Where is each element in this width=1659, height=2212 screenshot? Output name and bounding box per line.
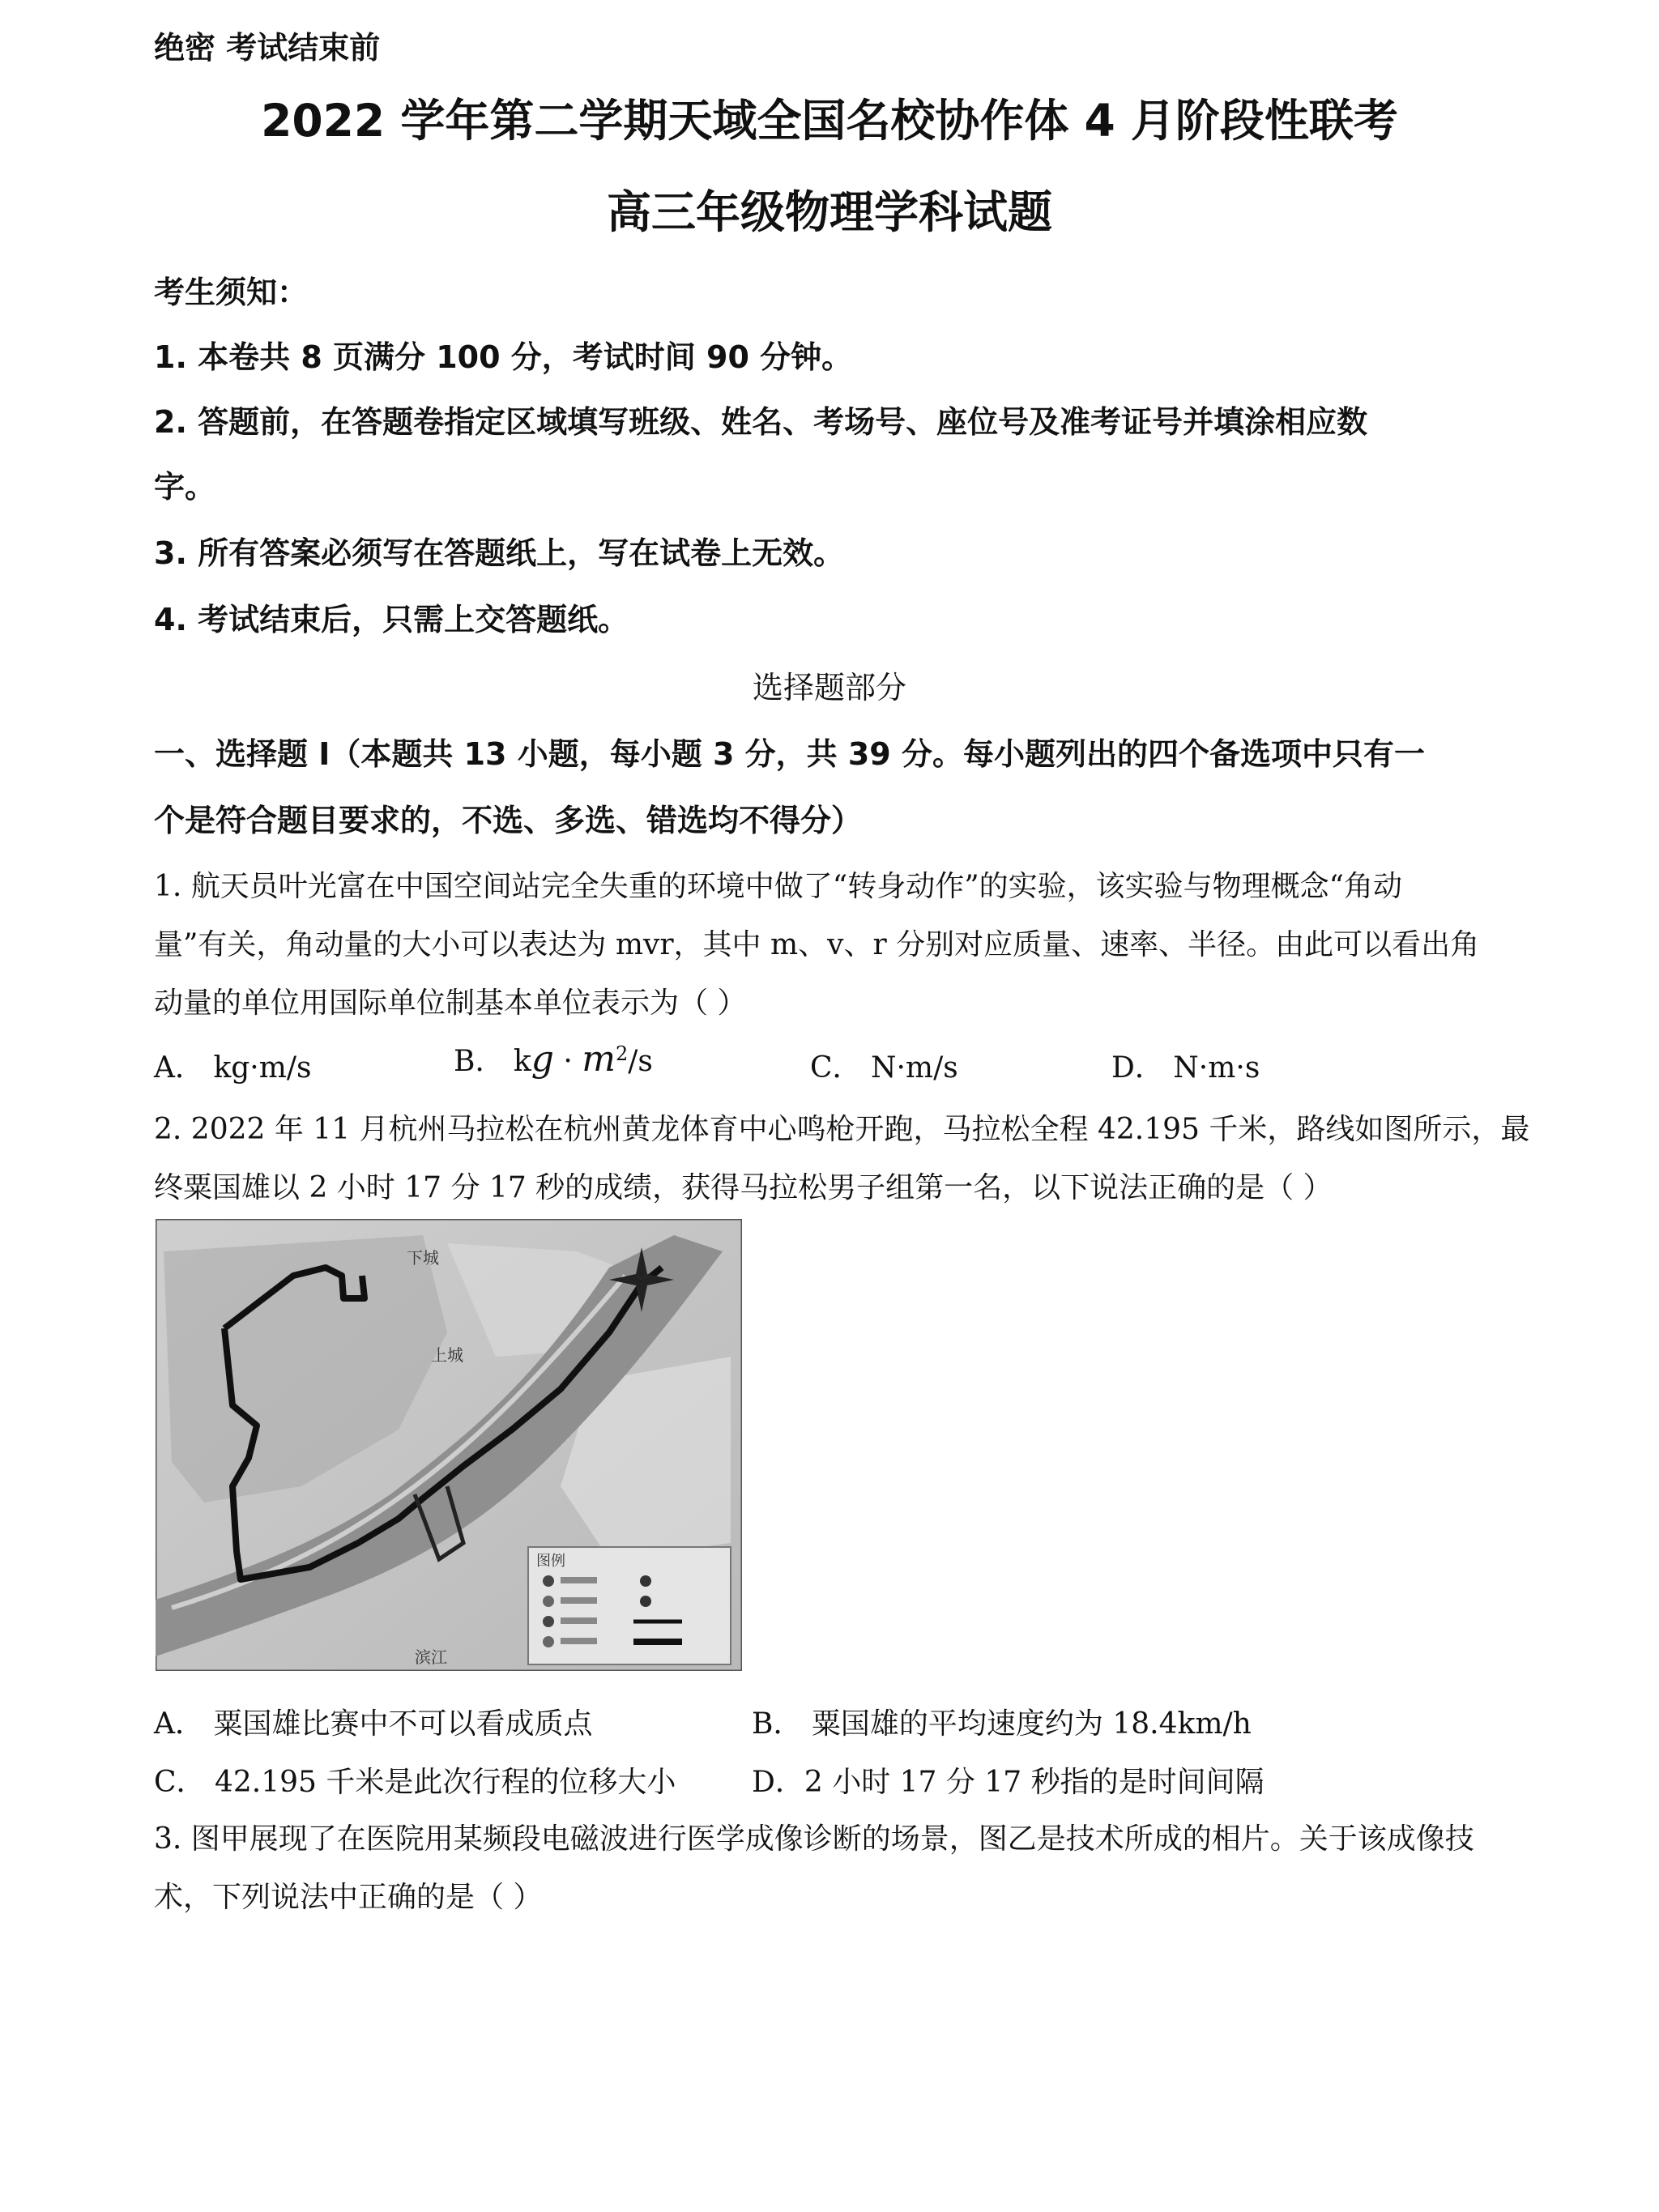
legend-label-bar-2 [561,1597,597,1604]
legend-symbol-2 [543,1596,554,1607]
q1-option-d[interactable]: D． N·m·s [1111,1051,1260,1085]
q2-stem-cont: 终粟国雄以 2 小时 17 分 17 秒的成绩，获得马拉松男子组第一名，以下说法正确的是（ ） [154,1171,1333,1204]
exam-subtitle: 高三年级物理学科试题 [606,186,1052,238]
q2-option-c[interactable]: C． 42.195 千米是此次行程的位移大小 [154,1766,676,1799]
q2-stem: 2. 2022 年 11 月杭州马拉松在杭州黄龙体育中心鸣枪开跑，马拉松全程 42.195 千米，路线如图所示，最 [154,1113,1530,1146]
confidential-label: 绝密 考试结束前 [154,30,381,66]
legend-label-bar-3 [561,1617,597,1624]
q1-option-b[interactable] [454,1038,653,1080]
q1-option-a[interactable]: A． kg·m/s [154,1051,312,1085]
legend-symbol-3 [543,1616,554,1627]
q3-stem: 3. 图甲展现了在医院用某频段电磁波进行医学成像诊断的场景，图乙是技术所成的相片。关于该成像技 [154,1822,1474,1856]
legend-symbol-4 [543,1636,554,1647]
legend-symbol-6 [640,1596,651,1607]
q1-option-b-m: m [582,1038,616,1080]
marathon-route-map [156,1219,742,1671]
notice-item-2: 2. 答题前，在答题卷指定区域填写班级、姓名、考场号、座位号及准考证号并填涂相应数 [154,404,1368,440]
q1-stem-end: 动量的单位用国际单位制基本单位表示为（ ） [154,987,747,1020]
notice-item-3: 3. 所有答案必须写在答题纸上，写在试卷上无效。 [154,535,845,571]
q1-option-b-exp: 2 [615,1042,629,1065]
q1-option-c[interactable]: C． N·m/s [810,1051,958,1085]
legend-label-bar-4 [561,1638,597,1644]
notice-item-1: 1. 本卷共 8 页满分 100 分，考试时间 90 分钟。 [154,339,853,375]
q1-option-b-dot: · [553,1045,582,1078]
legend-symbol-1 [543,1575,554,1587]
legend-label-bar-1 [561,1577,597,1583]
q1-stem-cont: 量”有关，角动量的大小可以表达为 mvr，其中 m、v、r 分别对应质量、速率、半径。由此可以看出角 [154,928,1480,961]
legend-symbol-5 [640,1575,651,1587]
map-legend-title: 图例 [536,1553,565,1570]
notice-item-2-cont: 字。 [154,469,216,505]
q3-stem-cont: 术，下列说法中正确的是（ ） [154,1881,543,1914]
q1-option-b-g: g [531,1038,554,1080]
q2-option-d[interactable]: D．2 小时 17 分 17 秒指的是时间间隔 [752,1766,1265,1799]
q2-option-a[interactable]: A． 粟国雄比赛中不可以看成质点 [154,1707,593,1741]
map-label-xiacheng: 下城 [407,1248,439,1268]
q1-option-b-prefix: B． k [454,1045,531,1078]
q2-option-b[interactable]: B． 粟国雄的平均速度约为 18.4km/h [752,1707,1252,1741]
map-label-binjiang: 滨江 [415,1647,447,1667]
q1-option-b-suffix: /s [628,1045,653,1078]
part1-instructions-cont: 个是符合题目要求的，不选、多选、错选均不得分） [154,803,863,838]
marathon-map-figure [156,1219,742,1671]
notice-item-4: 4. 考试结束后，只需上交答题纸。 [154,602,629,637]
notice-heading: 考生须知： [154,275,309,310]
map-label-shangcheng: 上城 [431,1345,463,1365]
exam-title: 2022 学年第二学期天域全国名校协作体 4 月阶段性联考 [261,95,1398,147]
section-title: 选择题部分 [752,670,906,705]
part1-instructions: 一、选择题 I（本题共 13 小题，每小题 3 分，共 39 分。每小题列出的四个备选项中只有一 [154,736,1425,772]
q1-stem: 1. 航天员叶光富在中国空间站完全失重的环境中做了“转身动作”的实验，该实验与物理概念“角动 [154,870,1403,903]
